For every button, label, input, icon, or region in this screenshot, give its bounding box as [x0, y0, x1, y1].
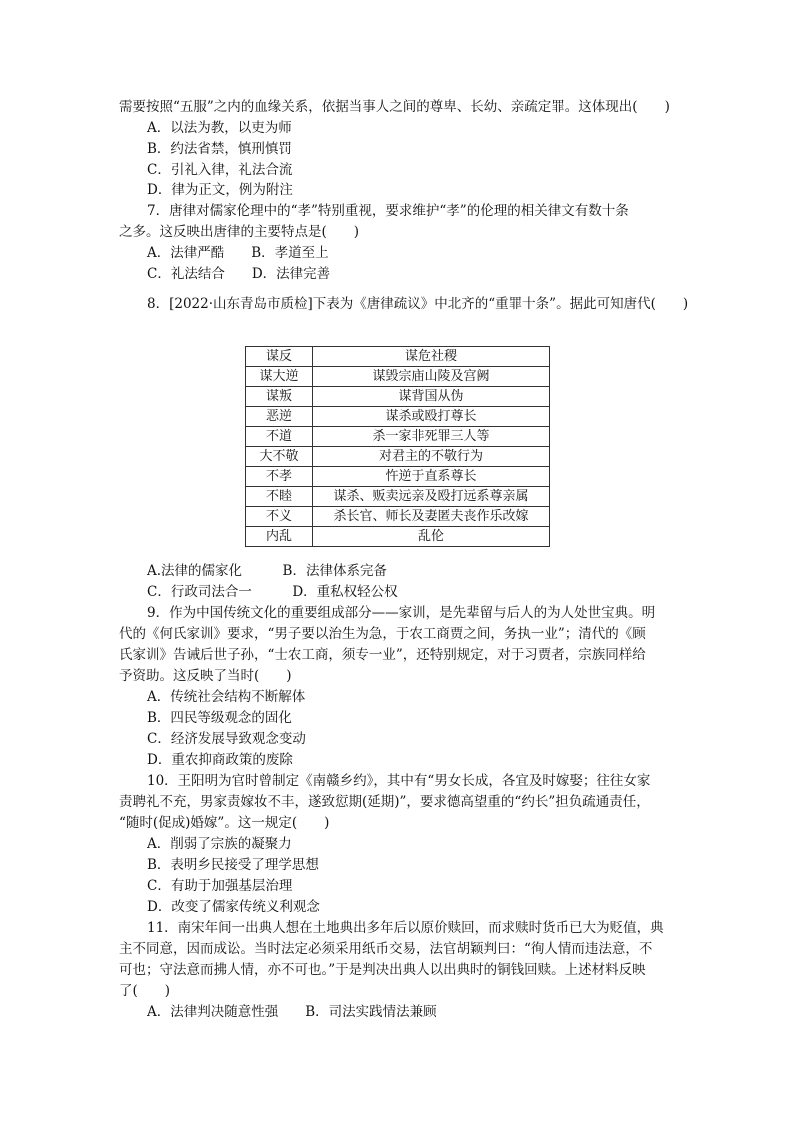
q7-options-row-2: C．礼法结合 D．法律完善	[147, 266, 331, 282]
q9-option-c: C．经济发展导致观念变动	[147, 731, 306, 747]
q6-option-d: D．律为正文，例为附注	[147, 182, 293, 198]
crime-description: 乱伦	[313, 527, 550, 547]
q6-option-b: B．约法省禁，慎刑慎罚	[147, 141, 292, 157]
crime-name: 不道	[246, 427, 313, 447]
table-row	[246, 367, 550, 387]
q10-option-c: C．有助于加强基层治理	[147, 878, 293, 894]
q6-stem: 需要按照“五服”之内的血缘关系，依据当事人之间的尊卑、长幼、亲疏定罪。这体现出( )	[119, 99, 670, 115]
table-row	[246, 407, 550, 427]
crime-name: 谋叛	[246, 387, 313, 407]
crime-description: 谋背国从伪	[313, 387, 550, 407]
crime-description: 谋杀、贩卖远亲及殴打远系尊亲属	[313, 487, 550, 507]
q9-stem-line-1: 9．作为中国传统文化的重要组成部分——家训，是先辈留与后人的为人处世宝典。明	[147, 605, 656, 621]
q7-options-row-1: A．法律严酷 B．孝道至上	[147, 245, 329, 261]
q9-option-a: A．传统社会结构不断解体	[147, 689, 306, 705]
q11-stem-line-1: 11．南宋年间一出典人想在土地典出多年后以原价赎回，而求赎时货币已大为贬值，典	[147, 920, 664, 936]
table-row	[246, 507, 550, 527]
q9-stem-line-2: 代的《何氏家训》要求，“男子要以治生为急，于农工商贾之间，务执一业”；清代的《顾	[119, 626, 646, 642]
crime-description: 杀长官、师长及妻匿夫丧作乐改嫁	[313, 507, 550, 527]
crime-name: 谋反	[246, 347, 313, 367]
q9-option-b: B．四民等级观念的固化	[147, 710, 292, 726]
q10-option-d: D．改变了儒家传统义利观念	[147, 899, 320, 915]
table-row	[246, 387, 550, 407]
table-row	[246, 527, 550, 547]
table-row	[246, 467, 550, 487]
q8-stem: 8．[2022·山东青岛市质检]下表为《唐律疏议》中北齐的“重罪十条”。据此可知唐代( )	[147, 296, 689, 312]
crime-name: 不孝	[246, 467, 313, 487]
q6-option-c: C．引礼入律，礼法合流	[147, 162, 293, 178]
q7-stem-line-1: 7．唐律对儒家伦理中的“孝”特别重视，要求维护“孝”的伦理的相关律文有数十条	[147, 203, 629, 219]
q11-options-row-1: A．法律判决随意性强 B．司法实践情法兼顾	[147, 1004, 437, 1020]
crime-name: 内乱	[246, 527, 313, 547]
crime-description: 谋危社稷	[313, 347, 550, 367]
crime-description: 谋毁宗庙山陵及宫阙	[313, 367, 550, 387]
table-row	[246, 347, 550, 367]
q11-stem-line-4: 了( )	[119, 983, 171, 999]
q10-option-b: B．表明乡民接受了理学思想	[147, 857, 319, 873]
crime-description: 杀一家非死罪三人等	[313, 427, 550, 447]
table-row	[246, 487, 550, 507]
crime-description: 忤逆于直系尊长	[313, 467, 550, 487]
crime-description: 对君主的不敬行为	[313, 447, 550, 467]
crime-description: 谋杀或殴打尊长	[313, 407, 550, 427]
q10-stem-line-3: “随时(促成)婚嫁”。这一规定( )	[119, 815, 330, 831]
q9-stem-line-4: 予资助。这反映了当时( )	[119, 668, 292, 684]
crime-name: 不睦	[246, 487, 313, 507]
q6-option-a: A．以法为教，以吏为师	[147, 120, 292, 136]
table-row	[246, 427, 550, 447]
q10-option-a: A．削弱了宗族的凝聚力	[147, 836, 292, 852]
crime-name: 不义	[246, 507, 313, 527]
table-row	[246, 447, 550, 467]
crimes-table	[245, 346, 550, 547]
q10-stem-line-1: 10．王阳明为官时曾制定《南赣乡约》，其中有“男女长成，各宜及时嫁娶；往往女家	[147, 773, 651, 789]
q8-options-row-1: A.法律的儒家化 B．法律体系完备	[147, 563, 387, 579]
crime-name: 大不敬	[246, 447, 313, 467]
q8-options-row-2: C．行政司法合一 D．重私权轻公权	[147, 584, 398, 600]
q7-stem-line-2: 之多。这反映出唐律的主要特点是( )	[119, 224, 360, 240]
q10-stem-line-2: 责聘礼不充，男家责嫁妆不丰，遂致愆期(延期)”，要求德高望重的“约长”担负疏通责任，	[119, 794, 650, 810]
q9-option-d: D．重农抑商政策的废除	[147, 752, 293, 768]
crime-name: 恶逆	[246, 407, 313, 427]
q11-stem-line-2: 主不同意，因而成讼。当时法定必须采用纸币交易，法官胡颖判曰：“徇人情而违法意，不	[119, 941, 653, 957]
crime-name: 谋大逆	[246, 367, 313, 387]
q9-stem-line-3: 氏家训》告诫后世子孙，“士农工商，须专一业”，还特别规定，对于习贾者，宗族同样给	[119, 647, 646, 663]
q11-stem-line-3: 可也；守法意而拂人情，亦不可也。”于是判决出典人以出典时的铜钱回赎。上述材料反映	[119, 962, 646, 978]
